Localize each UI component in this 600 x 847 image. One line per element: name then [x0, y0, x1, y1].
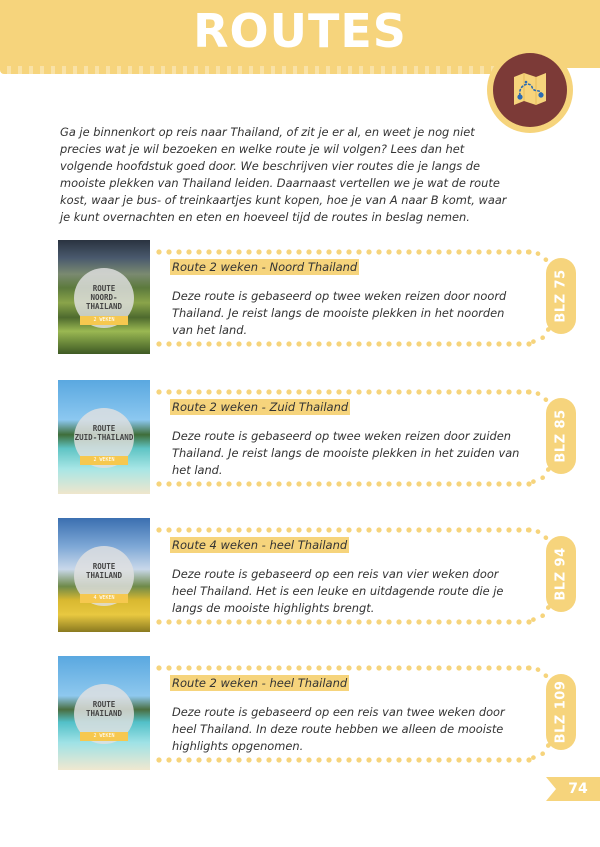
thumbnail-duration-tag: 2 WEKEN	[80, 456, 128, 465]
page-reference-tab[interactable]	[546, 258, 576, 334]
route-card[interactable]	[58, 380, 578, 495]
dotted-line-bottom	[154, 341, 532, 347]
dotted-line-top	[154, 389, 532, 395]
route-card[interactable]	[58, 240, 578, 355]
thumbnail-label-line2: THAILAND	[85, 709, 123, 718]
route-description: Deze route is gebaseerd op twee weken reizen door zuiden Thailand. Je reist langs de mooiste plekken in het zuiden van het land.	[172, 429, 520, 477]
page-reference-tab[interactable]	[546, 674, 576, 750]
dotted-line-top	[154, 527, 532, 533]
intro-paragraph: Ga je binnenkort op reis naar Thailand, of zit je er al, en weet je nog niet precies wat je wil bezoeken en welke route je wil volgen? Lees dan het volgende hoofdstuk goed door. We beschrijven vier routes die je langs de mooiste plekken van Thailand leiden. Daarnaast vertellen we je wat de route kost, waar je bus- of treinkaartjes kunt kopen, hoe je van A naar B komt, waar je kunt overnachten en eten en hoeveel tijd de routes in beslag nemen.	[60, 125, 507, 224]
dotted-line-bottom	[154, 481, 532, 487]
route-description: Deze route is gebaseerd op twee weken reizen door noord Thailand. Je reist langs de mooiste plekken in het noorden van het land.	[172, 289, 507, 337]
thumbnail-label-line1: ROUTE	[92, 700, 116, 709]
thumbnail-duration-tag: 2 WEKEN	[80, 732, 128, 741]
thumbnail-duration-tag: 2 WEKEN	[80, 316, 128, 325]
route-title: Route 4 weken - heel Thailand	[172, 538, 348, 552]
thumbnail-label-line2: THAILAND	[85, 571, 123, 580]
thumbnail-label-line2: ZUID-THAILAND	[74, 433, 134, 442]
page-number: 74	[568, 781, 588, 797]
page-reference-label: BLZ 94	[553, 547, 569, 601]
route-thumbnail	[58, 380, 150, 494]
header-brush-edge	[0, 66, 520, 74]
thumbnail-label-line1: ROUTE	[92, 424, 116, 433]
route-thumbnail	[58, 518, 150, 632]
chapter-badge	[487, 47, 573, 133]
route-thumbnail	[58, 656, 150, 770]
route-title: Route 2 weken - Noord Thailand	[172, 260, 358, 274]
thumbnail-label-line1: ROUTE	[92, 562, 116, 571]
page-reference-label: BLZ 75	[553, 269, 569, 323]
route-card[interactable]	[58, 656, 578, 771]
page-reference-label: BLZ 109	[553, 680, 569, 744]
badge-circle	[493, 53, 567, 127]
page-reference-tab[interactable]	[546, 536, 576, 612]
route-description: Deze route is gebaseerd op een reis van twee weken door heel Thailand. In deze route hebben we alleen de mooiste highlights opgenomen.	[172, 705, 505, 753]
page-number-tab	[556, 777, 600, 801]
dotted-line-top	[154, 665, 532, 671]
route-description: Deze route is gebaseerd op een reis van vier weken door heel Thailand. Het is een leuke en uitdagende route die je langs de mooiste highlights brengt.	[172, 567, 504, 615]
thumbnail-label-line2: NOORD-THAILAND	[85, 293, 123, 311]
route-title: Route 2 weken - heel Thailand	[172, 676, 348, 690]
dotted-line-bottom	[154, 757, 532, 763]
dotted-line-top	[154, 249, 532, 255]
route-title: Route 2 weken - Zuid Thailand	[172, 400, 349, 414]
route-thumbnail	[58, 240, 150, 354]
page-reference-label: BLZ 85	[553, 409, 569, 463]
thumbnail-duration-tag: 4 WEKEN	[80, 594, 128, 603]
dotted-line-bottom	[154, 619, 532, 625]
thumbnail-label-line1: ROUTE	[92, 284, 116, 293]
page-reference-tab[interactable]	[546, 398, 576, 474]
map-route-icon	[512, 71, 548, 107]
route-card[interactable]	[58, 518, 578, 633]
page-title: ROUTES	[193, 4, 407, 58]
